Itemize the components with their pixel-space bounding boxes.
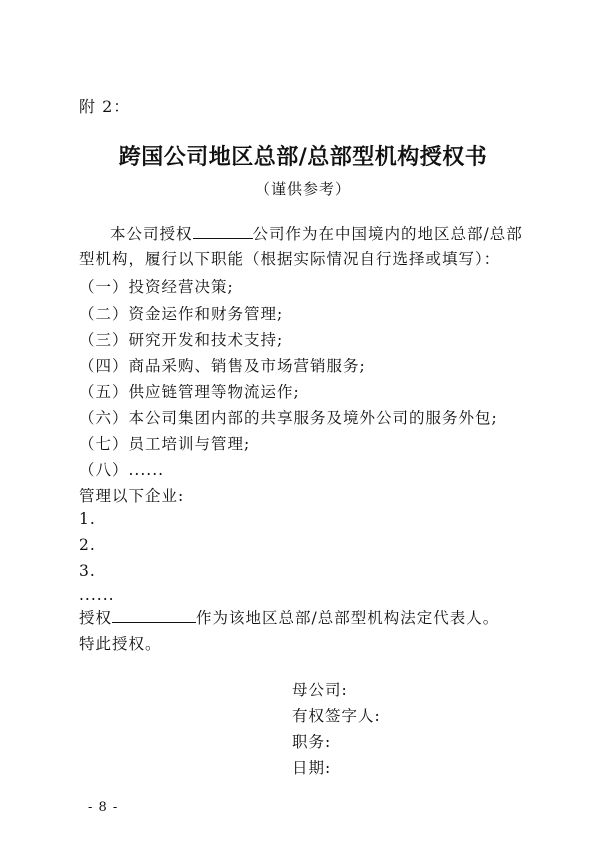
function-item-4: （四）商品采购、销售及市场营销服务; — [79, 357, 366, 375]
enterprise-item-2: 2. — [79, 536, 96, 554]
intro-part1: 本公司授权 — [110, 225, 193, 243]
manage-enterprises-label: 管理以下企业: — [79, 487, 185, 505]
representative-part2: 作为该地区总部/总部型机构法定代表人。 — [196, 609, 500, 627]
function-item-3: （三）研究开发和技术支持; — [79, 331, 284, 349]
function-item-8: （八）...... — [79, 461, 165, 479]
document-subtitle: （谨供参考） — [254, 180, 351, 198]
blank-company-name — [193, 223, 253, 239]
function-item-2: （二）资金运作和财务管理; — [79, 305, 284, 323]
signature-signatory: 有权签字人: — [292, 707, 381, 725]
enterprise-item-1: 1. — [79, 510, 96, 528]
enterprise-item-3: 3. — [79, 562, 96, 580]
signature-position: 职务: — [292, 733, 332, 751]
representative-part1: 授权 — [79, 609, 113, 627]
page-number: - 8 - — [88, 800, 119, 815]
document-title: 跨国公司地区总部/总部型机构授权书 — [118, 145, 488, 170]
function-item-7: （七）员工培训与管理; — [79, 435, 251, 453]
enterprise-item-more: ...... — [79, 586, 115, 604]
signature-date: 日期: — [292, 759, 332, 777]
intro-part2: 公司作为在中国境内的地区总部/总部型机构，履行以下职能（根据实际情况自行选择或填写）： — [79, 225, 523, 268]
blank-representative-name — [112, 607, 196, 623]
representative-line — [79, 606, 499, 628]
function-item-5: （五）供应链管理等物流运作; — [79, 383, 300, 401]
function-item-1: （一）投资经营决策; — [79, 278, 234, 296]
attachment-label: 附 2： — [79, 97, 131, 116]
intro-paragraph — [79, 222, 531, 272]
closing-statement: 特此授权。 — [79, 635, 162, 653]
signature-parent-company: 母公司: — [292, 681, 348, 699]
function-item-6: （六）本公司集团内部的共享服务及境外公司的服务外包; — [79, 409, 498, 427]
